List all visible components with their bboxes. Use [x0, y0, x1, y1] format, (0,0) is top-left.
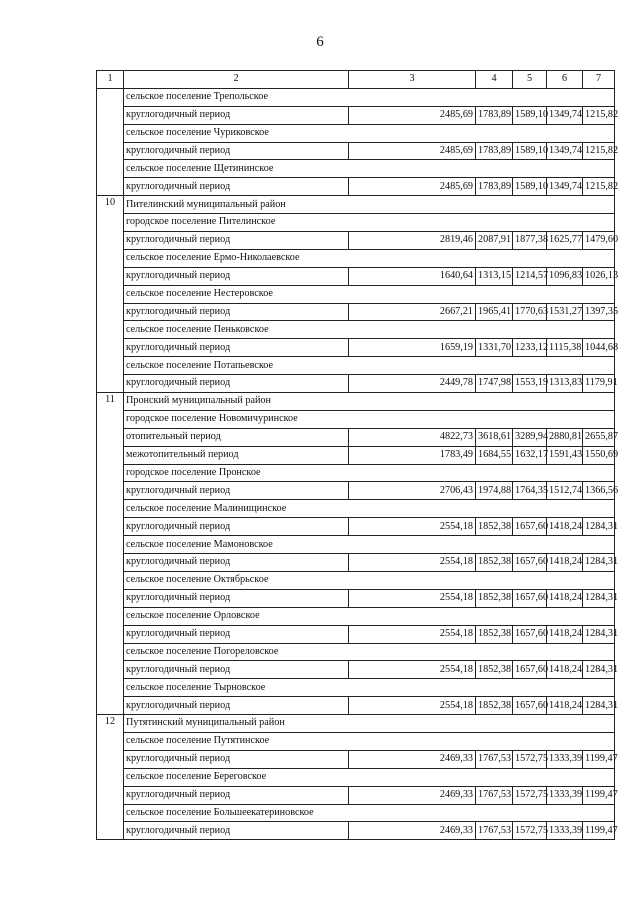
value-cell-col4: 1852,38	[476, 518, 513, 536]
row-number-cell	[97, 88, 124, 195]
value-cell-col3: 2485,69	[349, 142, 476, 160]
value-cell-col3: 2554,18	[349, 589, 476, 607]
settlement-name-cell: городское поселение Пителинское	[124, 214, 615, 232]
value-cell-col5: 1657,60	[513, 697, 547, 715]
table-row-settlement	[97, 500, 615, 518]
value-cell-col7: 1044,68	[583, 339, 615, 357]
value-cell-col4: 1684,55	[476, 446, 513, 464]
value-cell-col7: 1366,56	[583, 482, 615, 500]
value-cell-col6: 1349,74	[547, 142, 583, 160]
value-cell-col6: 1418,24	[547, 589, 583, 607]
value-cell-col4: 1783,89	[476, 178, 513, 196]
table-row-period	[97, 554, 615, 572]
value-cell-col7: 1215,82	[583, 178, 615, 196]
value-cell-col7: 1550,69	[583, 446, 615, 464]
table-row-settlement	[97, 643, 615, 661]
value-cell-col6: 1313,83	[547, 375, 583, 393]
value-cell-col6: 1531,27	[547, 303, 583, 321]
value-cell-col7: 2655,87	[583, 428, 615, 446]
period-name-cell: круглогодичный период	[124, 786, 349, 804]
table-row-settlement	[97, 357, 615, 375]
settlement-name-cell: сельское поселение Нестеровское	[124, 285, 615, 303]
row-number-cell: 10	[97, 196, 124, 393]
value-cell-col7: 1284,31	[583, 589, 615, 607]
value-cell-col5: 1657,60	[513, 554, 547, 572]
table-row-settlement	[97, 88, 615, 106]
value-cell-col4: 1965,41	[476, 303, 513, 321]
value-cell-col7: 1284,31	[583, 518, 615, 536]
column-header: 3	[349, 71, 476, 89]
value-cell-col6: 1333,39	[547, 750, 583, 768]
column-header: 7	[583, 71, 615, 89]
value-cell-col7: 1215,82	[583, 106, 615, 124]
period-name-cell: круглогодичный период	[124, 750, 349, 768]
value-cell-col4: 1313,15	[476, 267, 513, 285]
table-row-period	[97, 267, 615, 285]
period-name-cell: круглогодичный период	[124, 267, 349, 285]
value-cell-col7: 1179,91	[583, 375, 615, 393]
period-name-cell: круглогодичный период	[124, 232, 349, 250]
value-cell-col3: 2819,46	[349, 232, 476, 250]
table-row-settlement	[97, 679, 615, 697]
value-cell-col7: 1284,31	[583, 661, 615, 679]
settlement-name-cell: сельское поселение Орловское	[124, 607, 615, 625]
table-row-settlement	[97, 464, 615, 482]
value-cell-col7: 1284,31	[583, 625, 615, 643]
settlement-name-cell: сельское поселение Мамоновское	[124, 536, 615, 554]
settlement-name-cell: сельское поселение Октябрьское	[124, 571, 615, 589]
value-cell-col3: 2667,21	[349, 303, 476, 321]
table-row-period	[97, 446, 615, 464]
settlement-name-cell: сельское поселение Тырновское	[124, 679, 615, 697]
settlement-name-cell: сельское поселение Ермо-Николаевское	[124, 249, 615, 267]
value-cell-col5: 1572,75	[513, 750, 547, 768]
period-name-cell: круглогодичный период	[124, 554, 349, 572]
value-cell-col4: 1767,53	[476, 786, 513, 804]
table-row-settlement	[97, 124, 615, 142]
table-header-row	[97, 71, 615, 89]
value-cell-col3: 2485,69	[349, 178, 476, 196]
value-cell-col4: 1767,53	[476, 822, 513, 840]
table-row-period	[97, 518, 615, 536]
settlement-name-cell: городское поселение Новомичуринское	[124, 410, 615, 428]
value-cell-col7: 1397,35	[583, 303, 615, 321]
value-cell-col6: 1418,24	[547, 697, 583, 715]
value-cell-col7: 1284,31	[583, 697, 615, 715]
value-cell-col4: 1852,38	[476, 554, 513, 572]
settlement-name-cell: сельское поселение Путятинское	[124, 732, 615, 750]
value-cell-col6: 1591,43	[547, 446, 583, 464]
value-cell-col4: 1783,89	[476, 142, 513, 160]
value-cell-col4: 1974,88	[476, 482, 513, 500]
settlement-name-cell: сельское поселение Трепольское	[124, 88, 615, 106]
value-cell-col4: 1852,38	[476, 589, 513, 607]
value-cell-col7: 1199,47	[583, 750, 615, 768]
value-cell-col3: 1640,64	[349, 267, 476, 285]
table-row-settlement	[97, 607, 615, 625]
tariff-table	[96, 70, 619, 840]
value-cell-col3: 2554,18	[349, 625, 476, 643]
value-cell-col5: 1764,35	[513, 482, 547, 500]
value-cell-col3: 2449,78	[349, 375, 476, 393]
value-cell-col5: 1657,60	[513, 661, 547, 679]
district-name-cell: Путятинский муниципальный район	[124, 715, 615, 733]
column-header: 6	[547, 71, 583, 89]
table-row-settlement	[97, 214, 615, 232]
period-name-cell: круглогодичный период	[124, 589, 349, 607]
table-row-settlement	[97, 536, 615, 554]
settlement-name-cell: сельское поселение Большеекатериновское	[124, 804, 615, 822]
value-cell-col3: 2469,33	[349, 786, 476, 804]
district-name-cell: Пронский муниципальный район	[124, 393, 615, 411]
table-row-district	[97, 393, 615, 411]
table-row-settlement	[97, 768, 615, 786]
value-cell-col6: 1418,24	[547, 625, 583, 643]
settlement-name-cell: сельское поселение Береговское	[124, 768, 615, 786]
value-cell-col3: 2554,18	[349, 661, 476, 679]
period-name-cell: межотопительный период	[124, 446, 349, 464]
value-cell-col3: 2554,18	[349, 518, 476, 536]
value-cell-col5: 1572,75	[513, 786, 547, 804]
column-header: 2	[124, 71, 349, 89]
value-cell-col5: 1589,10	[513, 106, 547, 124]
table-row-period	[97, 750, 615, 768]
value-cell-col6: 1349,74	[547, 106, 583, 124]
table-row-period	[97, 106, 615, 124]
row-number-cell: 11	[97, 393, 124, 715]
table-row-period	[97, 303, 615, 321]
value-cell-col4: 3618,61	[476, 428, 513, 446]
value-cell-col3: 2706,43	[349, 482, 476, 500]
value-cell-col4: 2087,91	[476, 232, 513, 250]
period-name-cell: круглогодичный период	[124, 142, 349, 160]
settlement-name-cell: сельское поселение Чуриковское	[124, 124, 615, 142]
value-cell-col6: 2880,81	[547, 428, 583, 446]
period-name-cell: круглогодичный период	[124, 482, 349, 500]
value-cell-col5: 1877,38	[513, 232, 547, 250]
settlement-name-cell: сельское поселение Малинищинское	[124, 500, 615, 518]
value-cell-col5: 1657,60	[513, 625, 547, 643]
table-row-period	[97, 697, 615, 715]
value-cell-col7: 1026,13	[583, 267, 615, 285]
district-name-cell: Пителинский муниципальный район	[124, 196, 615, 214]
period-name-cell: круглогодичный период	[124, 178, 349, 196]
value-cell-col3: 2485,69	[349, 106, 476, 124]
period-name-cell: круглогодичный период	[124, 303, 349, 321]
value-cell-col5: 1572,75	[513, 822, 547, 840]
settlement-name-cell: сельское поселение Пеньковское	[124, 321, 615, 339]
table-row-period	[97, 375, 615, 393]
table-row-period	[97, 625, 615, 643]
value-cell-col6: 1096,83	[547, 267, 583, 285]
value-cell-col5: 1589,10	[513, 142, 547, 160]
value-cell-col3: 2469,33	[349, 750, 476, 768]
value-cell-col3: 2554,18	[349, 697, 476, 715]
value-cell-col5: 1233,12	[513, 339, 547, 357]
period-name-cell: круглогодичный период	[124, 518, 349, 536]
table-row-period	[97, 482, 615, 500]
table-row-period	[97, 339, 615, 357]
column-header: 4	[476, 71, 513, 89]
table-row-settlement	[97, 160, 615, 178]
value-cell-col4: 1747,98	[476, 375, 513, 393]
table-row-settlement	[97, 249, 615, 267]
table-row-settlement	[97, 285, 615, 303]
table-row-period	[97, 232, 615, 250]
value-cell-col3: 1783,49	[349, 446, 476, 464]
period-name-cell: круглогодичный период	[124, 106, 349, 124]
table-row-district	[97, 715, 615, 733]
table-row-period	[97, 142, 615, 160]
settlement-name-cell: сельское поселение Щетининское	[124, 160, 615, 178]
settlement-name-cell: городское поселение Пронское	[124, 464, 615, 482]
row-number-cell: 12	[97, 715, 124, 840]
table-row-district	[97, 196, 615, 214]
period-name-cell: круглогодичный период	[124, 661, 349, 679]
value-cell-col6: 1349,74	[547, 178, 583, 196]
table-row-settlement	[97, 410, 615, 428]
value-cell-col6: 1418,24	[547, 661, 583, 679]
table-row-settlement	[97, 732, 615, 750]
value-cell-col5: 1553,19	[513, 375, 547, 393]
value-cell-col3: 1659,19	[349, 339, 476, 357]
value-cell-col6: 1418,24	[547, 518, 583, 536]
value-cell-col4: 1331,70	[476, 339, 513, 357]
table-row-period	[97, 178, 615, 196]
value-cell-col5: 1589,10	[513, 178, 547, 196]
value-cell-col5: 3289,94	[513, 428, 547, 446]
table-row-settlement	[97, 804, 615, 822]
value-cell-col5: 1657,60	[513, 589, 547, 607]
period-name-cell: круглогодичный период	[124, 822, 349, 840]
table-row-period	[97, 822, 615, 840]
value-cell-col3: 4822,73	[349, 428, 476, 446]
column-header: 5	[513, 71, 547, 89]
value-cell-col4: 1852,38	[476, 697, 513, 715]
value-cell-col6: 1512,74	[547, 482, 583, 500]
value-cell-col6: 1418,24	[547, 554, 583, 572]
table-row-settlement	[97, 321, 615, 339]
value-cell-col5: 1770,63	[513, 303, 547, 321]
period-name-cell: круглогодичный период	[124, 625, 349, 643]
value-cell-col4: 1852,38	[476, 625, 513, 643]
value-cell-col6: 1115,38	[547, 339, 583, 357]
value-cell-col4: 1767,53	[476, 750, 513, 768]
table-row-period	[97, 428, 615, 446]
value-cell-col7: 1199,47	[583, 786, 615, 804]
table-row-settlement	[97, 571, 615, 589]
value-cell-col7: 1215,82	[583, 142, 615, 160]
value-cell-col7: 1284,31	[583, 554, 615, 572]
value-cell-col3: 2554,18	[349, 554, 476, 572]
value-cell-col7: 1479,60	[583, 232, 615, 250]
table-row-period	[97, 589, 615, 607]
period-name-cell: круглогодичный период	[124, 375, 349, 393]
value-cell-col5: 1632,17	[513, 446, 547, 464]
value-cell-col6: 1333,39	[547, 786, 583, 804]
value-cell-col3: 2469,33	[349, 822, 476, 840]
table-row-period	[97, 786, 615, 804]
value-cell-col6: 1625,77	[547, 232, 583, 250]
settlement-name-cell: сельское поселение Потапьевское	[124, 357, 615, 375]
value-cell-col4: 1852,38	[476, 661, 513, 679]
value-cell-col5: 1657,60	[513, 518, 547, 536]
value-cell-col7: 1199,47	[583, 822, 615, 840]
period-name-cell: отопительный период	[124, 428, 349, 446]
settlement-name-cell: сельское поселение Погореловское	[124, 643, 615, 661]
period-name-cell: круглогодичный период	[124, 697, 349, 715]
period-name-cell: круглогодичный период	[124, 339, 349, 357]
table-row-period	[97, 661, 615, 679]
column-header: 1	[97, 71, 124, 89]
value-cell-col4: 1783,89	[476, 106, 513, 124]
value-cell-col6: 1333,39	[547, 822, 583, 840]
page-number: 6	[316, 34, 324, 50]
value-cell-col5: 1214,57	[513, 267, 547, 285]
